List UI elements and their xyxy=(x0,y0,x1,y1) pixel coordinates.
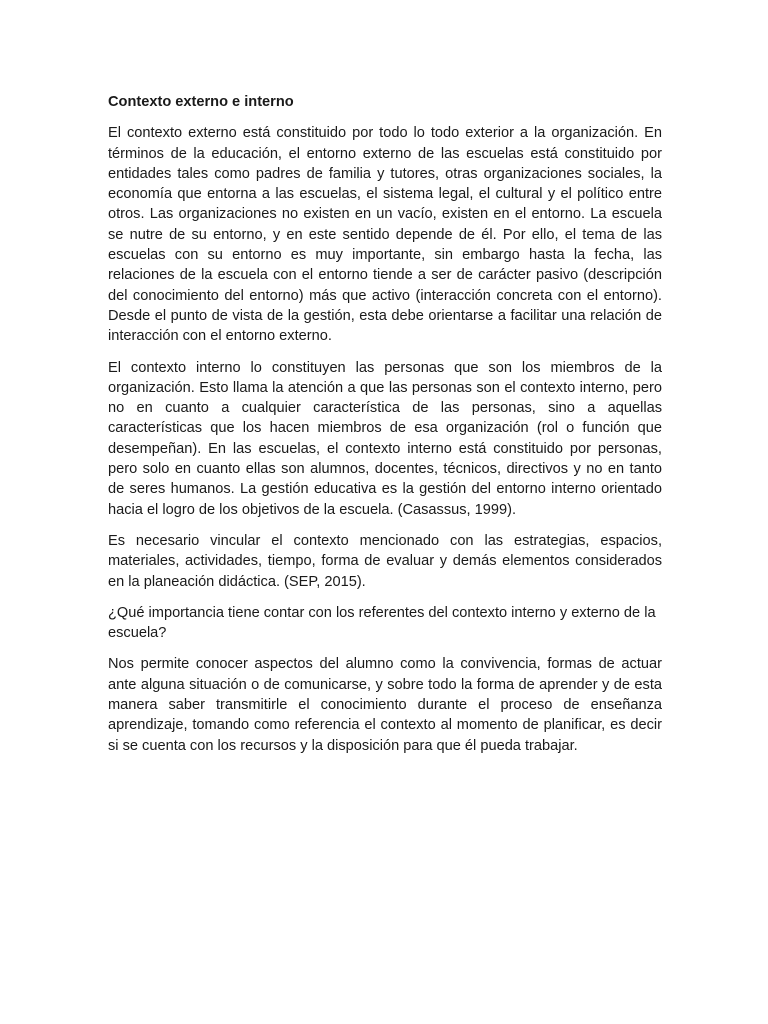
section-heading: Contexto externo e interno xyxy=(108,94,294,110)
paragraph-external-context: El contexto externo está constituido por todo lo todo exterior a la organización. En términos de la educación, el entorno externo de las escuelas está constituido por entidades tales como padres de familia y tutores, otras organizaciones sociales, la economía que entorna a las escuelas, el sistema legal, el cultural y el político entre otros. Las organizaciones no existen en un vacío, existen en el entorno. La escuela se nutre de su entorno, y en este sentido depende de él. Por ello, el tema de las escuelas con su entorno es muy importante, sin embargo hasta la fecha, las relaciones de la escuela con el entorno tiende a ser de carácter pasivo (descripción del conocimiento del entorno) más que activo (interacción concreta con el entorno). Desde el punto de vista de la gestión, esta debe orientarse a facilitar una relación de interacción con el entorno externo. xyxy=(108,125,671,345)
paragraph-internal-context: El contexto interno lo constituyen las personas que son los miembros de la organización. Esto llama la atención a que las personas son el contexto interno, pero no en cuanto a cualquier característica de las personas, sino a aquellas características que los hacen miembros de esa organización (rol o función que desempeñan). En las escuelas, el contexto interno está constituido por personas, pero solo en cuanto ellas son alumnos, docentes, técnicos, directivos y no en tanto de seres humanos. La gestión educativa es la gestión del entorno interno orientado hacia el logro de los objetivos de la escuela. (Casassus, 1999). xyxy=(108,359,667,518)
paragraph-question: ¿Qué importancia tiene contar con los referentes del contexto interno y externo de la escuela? xyxy=(108,604,660,642)
paragraph-link-context: Es necesario vincular el contexto mencionado con las estrategias, espacios, materiales, actividades, tiempo, forma de evaluar y demás elementos considerados en la planeación didáctica. (SEP, 2015). xyxy=(108,532,667,590)
paragraph-answer: Nos permite conocer aspectos del alumno como la convivencia, formas de actuar ante alguna situación o de comunicarse, y sobre todo la forma de aprender y de esta manera saber transmitirle el conocimiento durante el proceso de enseñanza aprendizaje, tomando como referencia el contexto al momento de planificar, es decir si se cuenta con los recursos y la disposición para que él pueda trabajar. xyxy=(108,656,667,754)
document-body xyxy=(108,92,671,767)
